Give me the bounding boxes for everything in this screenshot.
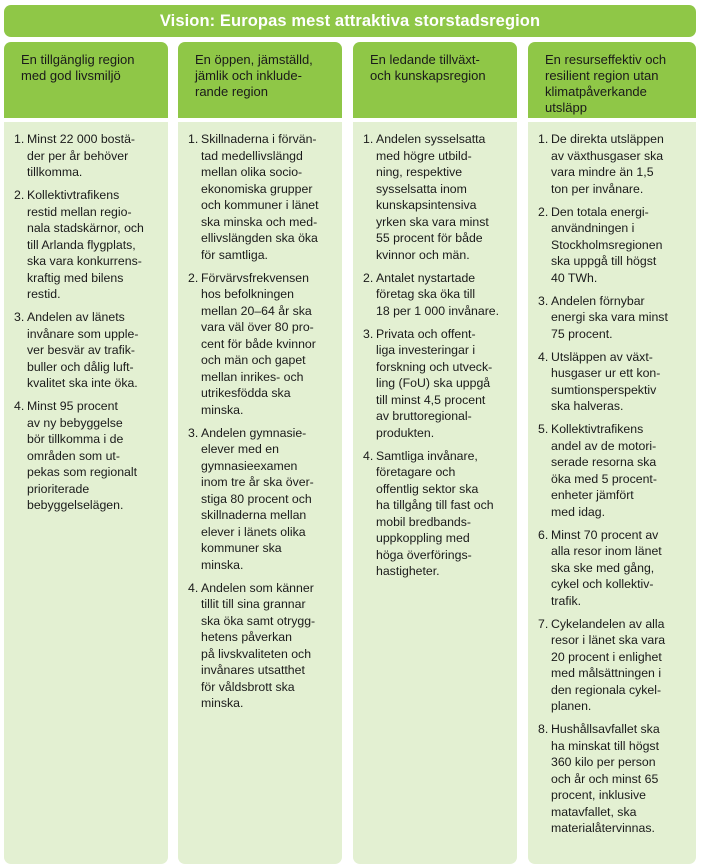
- column-4: [528, 42, 696, 864]
- item-line: elever i länets olika: [201, 524, 306, 539]
- item-line: 360 kilo per person: [551, 755, 656, 769]
- item-line: De direkta utsläppen: [551, 132, 664, 146]
- goal-list: [538, 131, 690, 837]
- item-line: ling (FoU) ska uppgå: [376, 376, 491, 390]
- item-number: 6.: [538, 527, 549, 542]
- item-number: 1.: [14, 132, 25, 146]
- item-line: av växthusgaser ska: [551, 148, 664, 163]
- item-line: mellan 20–64 år ska: [201, 303, 312, 318]
- heading-line: rande region: [195, 84, 268, 99]
- item-line: skillnaderna mellan: [201, 508, 307, 522]
- item-line: bebyggelselägen.: [27, 498, 124, 512]
- item-line: materialåtervinnas.: [551, 821, 655, 835]
- item-line: forskning och utveck-: [376, 359, 493, 374]
- item-line: Andelen som känner: [201, 580, 314, 595]
- column-body: [4, 122, 168, 864]
- item-line: höga överförings-: [376, 547, 472, 562]
- list-item: [188, 270, 336, 419]
- item-line: enheter jämfört: [551, 488, 634, 502]
- item-line: öka med 5 procent-: [551, 471, 657, 486]
- list-item: [188, 425, 336, 574]
- goal-list: [14, 131, 162, 514]
- item-number: 2.: [188, 270, 199, 285]
- item-line: tillkomma.: [27, 165, 83, 179]
- item-line: restid mellan regio-: [27, 204, 132, 219]
- item-line: ver besvär av trafik-: [27, 343, 135, 357]
- list-item: [363, 270, 511, 320]
- column-heading: [178, 42, 342, 118]
- item-number: 3.: [14, 310, 25, 324]
- item-line: Kollektivtrafikens: [551, 422, 644, 436]
- heading-line: klimatpåverkande: [545, 84, 647, 99]
- item-line: ellivslängden ska öka: [201, 231, 318, 245]
- column-body: [178, 122, 342, 864]
- item-line: för våldsbrott ska: [201, 679, 295, 694]
- list-item: [14, 187, 162, 303]
- column-heading: [4, 42, 168, 118]
- item-line: företagare och: [376, 465, 456, 479]
- item-line: vara mindre än 1,5: [551, 165, 654, 179]
- column-2: [178, 42, 342, 864]
- item-line: planen.: [551, 699, 592, 713]
- heading-line: med god livsmiljö: [21, 68, 121, 83]
- heading-line: och kunskapsregion: [370, 68, 486, 83]
- item-line: mobil bredbands-: [376, 514, 472, 529]
- list-item: [14, 398, 162, 514]
- item-line: kvalitet ska inte öka.: [27, 376, 138, 390]
- item-number: 2.: [538, 204, 549, 219]
- item-line: inom tre år ska över-: [201, 475, 314, 489]
- list-item: [538, 293, 690, 343]
- item-line: och kommuner i länet: [201, 198, 319, 212]
- list-item: [538, 527, 690, 610]
- heading-line: En resurseffektiv och: [545, 52, 667, 67]
- item-line: 40 TWh.: [551, 270, 598, 285]
- item-line: 55 procent för både: [376, 231, 483, 245]
- item-line: Privata och offent-: [376, 326, 476, 341]
- item-line: produkten.: [376, 425, 435, 440]
- column-1: [4, 42, 168, 864]
- item-line: Andelen förnybar: [551, 293, 645, 308]
- list-item: [14, 309, 162, 392]
- item-line: tad medellivslängd: [201, 148, 303, 163]
- item-line: minska.: [201, 402, 244, 417]
- item-line: kvinnor och män.: [376, 247, 470, 262]
- item-line: liga investeringar i: [376, 343, 476, 357]
- item-line: och män och gapet: [201, 353, 306, 367]
- column-body: [353, 122, 517, 864]
- item-line: vara väl över 80 pro-: [201, 320, 314, 334]
- item-line: gymnasieexamen: [201, 458, 298, 473]
- item-line: hos befolkningen: [201, 287, 294, 301]
- item-line: Minst 70 procent av: [551, 527, 659, 542]
- list-item: [538, 616, 690, 715]
- item-line: Skillnaderna i förvän-: [201, 132, 317, 146]
- item-line: ska vara konkurrens-: [27, 254, 142, 268]
- item-line: ska ske med gång,: [551, 560, 655, 575]
- item-line: områden som ut-: [27, 448, 120, 463]
- item-line: sysselsatta inom: [376, 181, 467, 196]
- item-line: den regionala cykel-: [551, 682, 662, 697]
- item-number: 4.: [538, 349, 549, 364]
- heading-line: En öppen, jämställd,: [195, 52, 313, 67]
- item-line: ska uppgå till högst: [551, 254, 657, 268]
- item-line: bör tillkomma i de: [27, 432, 124, 446]
- item-line: husgaser ur ett kon-: [551, 366, 661, 380]
- item-line: resor i länet ska vara: [551, 633, 666, 647]
- heading-line: resilient region utan: [545, 68, 659, 83]
- list-item: [363, 131, 511, 263]
- column-heading: [528, 42, 696, 118]
- list-item: [14, 131, 162, 181]
- item-line: hetens påverkan: [201, 630, 292, 644]
- item-line: tillit till sina grannar: [201, 597, 306, 611]
- list-item: [363, 448, 511, 580]
- goal-list: [188, 131, 336, 712]
- item-number: 1.: [538, 132, 549, 146]
- item-number: 5.: [538, 422, 549, 436]
- item-number: 1.: [188, 132, 199, 146]
- item-line: med målsättningen i: [551, 666, 662, 680]
- item-line: hastigheter.: [376, 564, 440, 578]
- item-line: till minst 4,5 procent: [376, 392, 486, 407]
- list-item: [538, 721, 690, 837]
- item-line: Kollektivtrafikens: [27, 188, 120, 202]
- item-number: 4.: [188, 580, 199, 595]
- item-line: ha tillgång till fast och: [376, 498, 494, 512]
- item-number: 4.: [363, 448, 374, 463]
- column-body: [528, 122, 696, 864]
- item-line: pekas som regionalt: [27, 465, 138, 479]
- item-line: utrikesfödda ska: [201, 386, 291, 400]
- item-line: minska.: [201, 557, 244, 572]
- item-number: 2.: [363, 270, 374, 285]
- item-line: serade resorna ska: [551, 455, 657, 469]
- item-line: Minst 22 000 bostä-: [27, 132, 136, 146]
- list-item: [538, 204, 690, 287]
- item-line: kraftig med bilens: [27, 270, 124, 285]
- item-number: 2.: [14, 188, 25, 202]
- item-line: ha minskat till högst: [551, 738, 659, 753]
- item-line: matavfallet, ska: [551, 804, 637, 819]
- list-item: [538, 131, 690, 197]
- list-item: [188, 131, 336, 263]
- item-line: buller och dålig luft-: [27, 359, 134, 374]
- item-line: sumtionsperspektiv: [551, 382, 657, 397]
- item-line: Cykelandelen av alla: [551, 616, 665, 631]
- item-line: Antalet nystartade: [376, 270, 476, 285]
- item-line: Andelen av länets: [27, 310, 125, 324]
- item-line: kunskapsintensiva: [376, 198, 477, 212]
- column-heading: [353, 42, 517, 118]
- item-number: 8.: [538, 722, 549, 736]
- item-line: energi ska vara minst: [551, 310, 668, 324]
- item-number: 1.: [363, 132, 374, 146]
- page-title: Vision: Europas mest attraktiva storstadsregion: [4, 5, 696, 37]
- item-line: uppkoppling med: [376, 531, 470, 545]
- item-line: trafik.: [551, 593, 582, 608]
- item-line: invånare som upple-: [27, 326, 139, 341]
- goal-list: [363, 131, 511, 580]
- item-line: på livskvaliteten och: [201, 646, 312, 661]
- heading-line: jämlik och inklude-: [195, 68, 302, 83]
- item-line: av ny bebyggelse: [27, 415, 123, 430]
- item-line: av bruttoregional-: [376, 409, 472, 423]
- item-line: Minst 95 procent: [27, 399, 118, 413]
- item-line: prioriterade: [27, 481, 90, 496]
- item-line: företag ska öka till: [376, 287, 476, 301]
- item-line: ska öka samt otrygg-: [201, 613, 316, 628]
- item-number: 4.: [14, 399, 25, 413]
- item-number: 3.: [188, 425, 199, 440]
- item-line: kommuner ska: [201, 541, 282, 555]
- heading-line: En ledande tillväxt-: [370, 52, 480, 67]
- item-line: cykel och kollektiv-: [551, 577, 654, 591]
- item-line: invånares utsatthet: [201, 663, 305, 677]
- item-line: procent, inklusive: [551, 788, 647, 802]
- item-line: ton per invånare.: [551, 181, 644, 196]
- item-line: elever med en: [201, 442, 279, 456]
- item-line: ska halveras.: [551, 399, 624, 413]
- item-line: minska.: [201, 696, 244, 710]
- item-line: der per år behöver: [27, 148, 129, 163]
- item-line: cent för både kvinnor: [201, 336, 316, 351]
- list-item: [188, 580, 336, 712]
- item-line: till Arlanda flygplats,: [27, 237, 136, 252]
- item-line: 20 procent i enlighet: [551, 649, 662, 664]
- item-line: ning, respektive: [376, 165, 463, 179]
- list-item: [538, 349, 690, 415]
- item-line: andel av de motori-: [551, 438, 657, 453]
- item-line: och år och minst 65: [551, 771, 659, 786]
- item-line: mellan inrikes- och: [201, 369, 304, 384]
- item-line: användningen i: [551, 221, 635, 235]
- item-line: Utsläppen av växt-: [551, 349, 653, 364]
- item-line: alla resor inom länet: [551, 544, 662, 558]
- item-line: 18 per 1 000 invånare.: [376, 303, 500, 318]
- item-line: för samtliga.: [201, 247, 268, 262]
- item-line: stiga 80 procent och: [201, 491, 312, 506]
- item-line: ska minska och med-: [201, 214, 318, 229]
- item-line: Andelen gymnasie-: [201, 425, 307, 440]
- item-line: nala stadskärnor, och: [27, 221, 144, 235]
- list-item: [363, 326, 511, 442]
- item-line: med idag.: [551, 504, 606, 519]
- item-line: mellan olika socio-: [201, 165, 303, 179]
- column-3: [353, 42, 517, 864]
- item-line: yrken ska vara minst: [376, 214, 489, 229]
- item-number: 3.: [538, 293, 549, 308]
- item-line: Hushållsavfallet ska: [551, 722, 660, 736]
- item-line: Förvärvsfrekvensen: [201, 270, 309, 285]
- item-line: restid.: [27, 287, 61, 301]
- item-line: Samtliga invånare,: [376, 448, 478, 463]
- item-line: Stockholmsregionen: [551, 237, 663, 252]
- item-line: med högre utbild-: [376, 148, 472, 163]
- item-line: ekonomiska grupper: [201, 181, 313, 196]
- item-line: Den totala energi-: [551, 204, 649, 219]
- heading-line: utsläpp: [545, 100, 587, 115]
- item-line: Andelen sysselsatta: [376, 132, 486, 146]
- list-item: [538, 421, 690, 520]
- heading-line: En tillgänglig region: [21, 52, 135, 67]
- item-line: offentlig sektor ska: [376, 481, 479, 496]
- item-number: 7.: [538, 616, 549, 631]
- item-line: 75 procent.: [551, 326, 613, 341]
- item-number: 3.: [363, 326, 374, 341]
